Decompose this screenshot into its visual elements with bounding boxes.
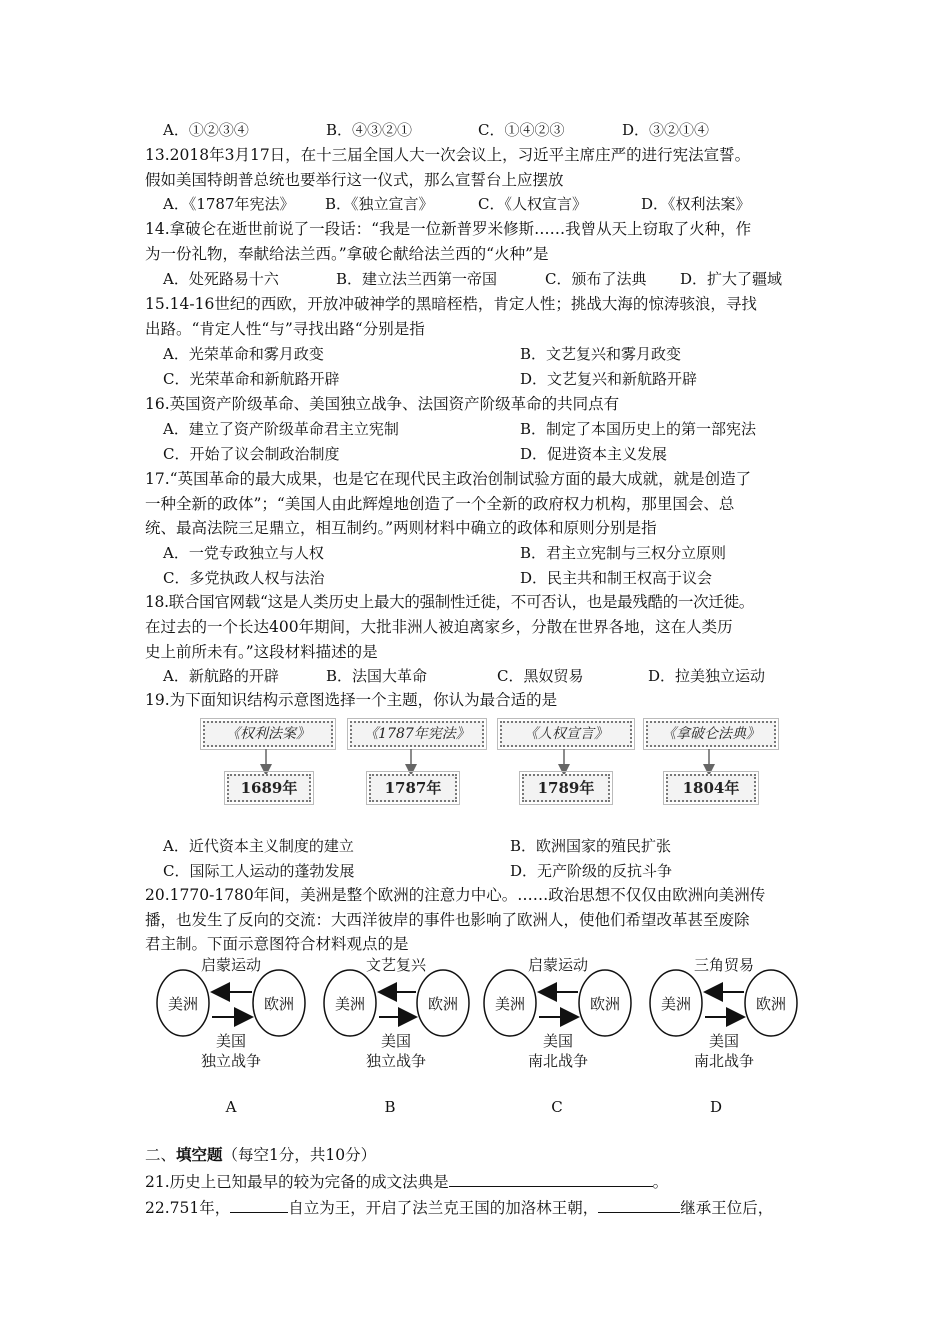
q20-c-left-label: 美洲	[494, 995, 525, 1013]
q20-a-bottom-label-2: 独立战争	[200, 1052, 261, 1070]
q17-stem-line3: 统、最高法院三足鼎立，相互制约。”两则材料中确立的政体和原则分别是指	[145, 519, 657, 537]
q20-d-letter: D	[709, 1098, 723, 1116]
q19-year-box-2: 1787年	[369, 774, 457, 802]
q18-option-d: D．拉美独立运动	[648, 667, 766, 685]
q13-stem-line1: 13.2018年3月17日，在十三届全国人大一次会议上，习近平主席庄严的进行宪法宣誓。	[145, 146, 751, 164]
q12-option-b: B．④③②①	[326, 121, 413, 139]
q21-answer-blank[interactable]	[449, 1170, 653, 1187]
section-2-heading	[145, 1145, 376, 1165]
q13-option-d: D．《权利法案》	[641, 195, 751, 213]
q19-year-box-3: 1789年	[522, 774, 610, 802]
q20-d-top-label: 三角贸易	[693, 956, 754, 974]
section-2-prefix: 二、	[145, 1146, 177, 1164]
q19-option-a: A．近代资本主义制度的建立	[163, 837, 354, 855]
q18-stem-line3: 史上前所未有。”这段材料描述的是	[145, 643, 378, 661]
q20-b-bottom-label-2: 独立战争	[365, 1052, 426, 1070]
q17-option-c: C．多党执政人权与法治	[163, 569, 325, 587]
q22-answer-blank-2[interactable]	[598, 1196, 680, 1213]
section-2-title: 填空题	[176, 1145, 223, 1164]
q20-a-letter: A	[225, 1098, 237, 1116]
q20-b-bottom-label-1: 美国	[380, 1032, 411, 1050]
q15-option-a: A．光荣革命和雾月政变	[163, 345, 324, 363]
q20-a-bottom-label-1: 美国	[215, 1032, 246, 1050]
q20-c-letter: C	[551, 1098, 563, 1116]
q19-year-box-4: 1804年	[666, 774, 756, 802]
q20-c-bottom-label-1: 美国	[542, 1032, 573, 1050]
q14-option-c: C．颁布了法典	[545, 270, 647, 288]
q20-a-top-label: 启蒙运动	[200, 956, 261, 974]
q20-c-right-label: 欧洲	[589, 995, 620, 1013]
q16-option-b: B．制定了本国历史上的第一部宪法	[520, 420, 757, 438]
q19-doc-box-3: 《人权宣言》	[500, 721, 632, 747]
q18-stem-line1: 18.联合国官网载“这是人类历史上最大的强制性迁徙，不可否认，也是最残酷的一次迁徙。	[145, 593, 754, 611]
q19-doc-box-4: 《拿破仑法典》	[646, 721, 776, 747]
q20-b-left-label: 美洲	[334, 995, 365, 1013]
q20-b-top-label: 文艺复兴	[365, 956, 426, 974]
q17-stem-line1: 17.“英国革命的最大成果，也是它在现代民主政治创制试验方面的最大成就，就是创造了	[145, 470, 752, 488]
q13-stem-line2: 假如美国特朗普总统也要举行这一仪式，那么宣誓台上应摆放	[145, 171, 564, 189]
q17-option-a: A．一党专政独立与人权	[163, 544, 324, 562]
q14-option-a: A．处死路易十六	[163, 270, 279, 288]
q16-option-a: A．建立了资产阶级革命君主立宪制	[163, 420, 399, 438]
q16-stem-line1: 16.英国资产阶级革命、美国独立战争、法国资产阶级革命的共同点有	[145, 395, 620, 413]
q19-option-b: B．欧洲国家的殖民扩张	[510, 837, 672, 855]
q20-stem-line2: 播，也发生了反向的交流：大西洋彼岸的事件也影响了欧洲人，使他们希望改革甚至废除	[145, 911, 750, 929]
q12-option-d: D．③②①④	[622, 121, 710, 139]
q20-stem-line1: 20.1770-1780年间，美洲是整个欧洲的注意力中心。……政治思想不仅仅由欧洲向美洲传	[145, 886, 766, 904]
q12-option-a: A．①②③④	[163, 121, 249, 139]
q20-a-right-label: 欧洲	[263, 995, 294, 1013]
q15-stem-line2: 出路。“肯定人性“与”寻找出路“分别是指	[145, 320, 425, 338]
section-2-note: （每空1分，共10分）	[222, 1146, 377, 1164]
q19-doc-box-1: 《权利法案》	[203, 721, 333, 747]
q15-stem-line1: 15.14-16世纪的西欧，开放冲破神学的黑暗桎梏，肯定人性；挑战大海的惊涛骇浪，寻找	[145, 295, 757, 313]
q14-stem-line1: 14.拿破仑在逝世前说了一段话：“我是一位新普罗米修斯……我曾从天上窃取了火种，作	[145, 220, 752, 238]
q14-option-b: B．建立法兰西第一帝国	[336, 270, 498, 288]
q19-stem-line1: 19.为下面知识结构示意图选择一个主题，你认为最合适的是	[145, 691, 558, 709]
q17-option-b: B．君主立宪制与三权分立原则	[520, 544, 727, 562]
q21-end: 。	[652, 1173, 669, 1191]
q20-c-top-label: 启蒙运动	[527, 956, 588, 974]
q16-option-c: C．开始了议会制政治制度	[163, 445, 340, 463]
q20-c-bottom-label-2: 南北战争	[527, 1052, 588, 1070]
q19-option-d: D．无产阶级的反抗斗争	[510, 862, 673, 880]
q22-part3: 继承王位后，	[680, 1199, 774, 1217]
q13-option-b: B．《独立宣言》	[325, 195, 434, 213]
q19-option-c: C．国际工人运动的蓬勃发展	[163, 862, 355, 880]
q20-d-bottom-label-2: 南北战争	[693, 1052, 754, 1070]
q13-option-a: A．《1787年宪法》	[163, 195, 295, 213]
q20-stem-line3: 君主制。下面示意图符合材料观点的是	[145, 935, 409, 953]
q13-option-c: C．《人权宣言》	[478, 195, 587, 213]
q18-option-b: B．法国大革命	[326, 667, 428, 685]
q20-b-letter: B	[384, 1098, 396, 1116]
q14-option-d: D．扩大了疆域	[680, 270, 783, 288]
q14-stem-line2: 为一份礼物，奉献给法兰西。”拿破仑献给法兰西的“火种”是	[145, 245, 549, 263]
q18-stem-line2: 在过去的一个长达400年期间，大批非洲人被迫离家乡，分散在世界各地，这在人类历	[145, 618, 733, 636]
q22-part1: 22.751年，	[145, 1199, 231, 1217]
q18-option-a: A．新航路的开辟	[163, 667, 279, 685]
q19-year-box-1: 1689年	[227, 774, 311, 802]
q22-part2: 自立为王，开启了法兰克王国的加洛林王朝，	[288, 1199, 599, 1217]
q20-b-right-label: 欧洲	[427, 995, 458, 1013]
q19-doc-box-2: 《1787年宪法》	[350, 721, 484, 747]
q17-stem-line2: 一种全新的政体”；“美国人由此辉煌地创造了一个全新的政府权力机构，那里国会、总	[145, 495, 735, 513]
q15-option-d: D．文艺复兴和新航路开辟	[520, 370, 698, 388]
q20-d-right-label: 欧洲	[755, 995, 786, 1013]
q20-a-left-label: 美洲	[167, 995, 198, 1013]
q20-d-bottom-label-1: 美国	[708, 1032, 739, 1050]
q15-option-c: C．光荣革命和新航路开辟	[163, 370, 340, 388]
q21-text: 21.历史上已知最早的较为完备的成文法典是	[145, 1173, 449, 1191]
q12-option-c: C．①④②③	[478, 121, 565, 139]
q21-stem	[145, 1170, 668, 1192]
q22-stem	[145, 1196, 773, 1218]
q17-option-d: D．民主共和制王权高于议会	[520, 569, 713, 587]
q20-d-left-label: 美洲	[660, 995, 691, 1013]
q15-option-b: B．文艺复兴和雾月政变	[520, 345, 682, 363]
q16-option-d: D．促进资本主义发展	[520, 445, 668, 463]
q22-answer-blank-1[interactable]	[230, 1196, 288, 1213]
q18-option-c: C．黑奴贸易	[497, 667, 584, 685]
